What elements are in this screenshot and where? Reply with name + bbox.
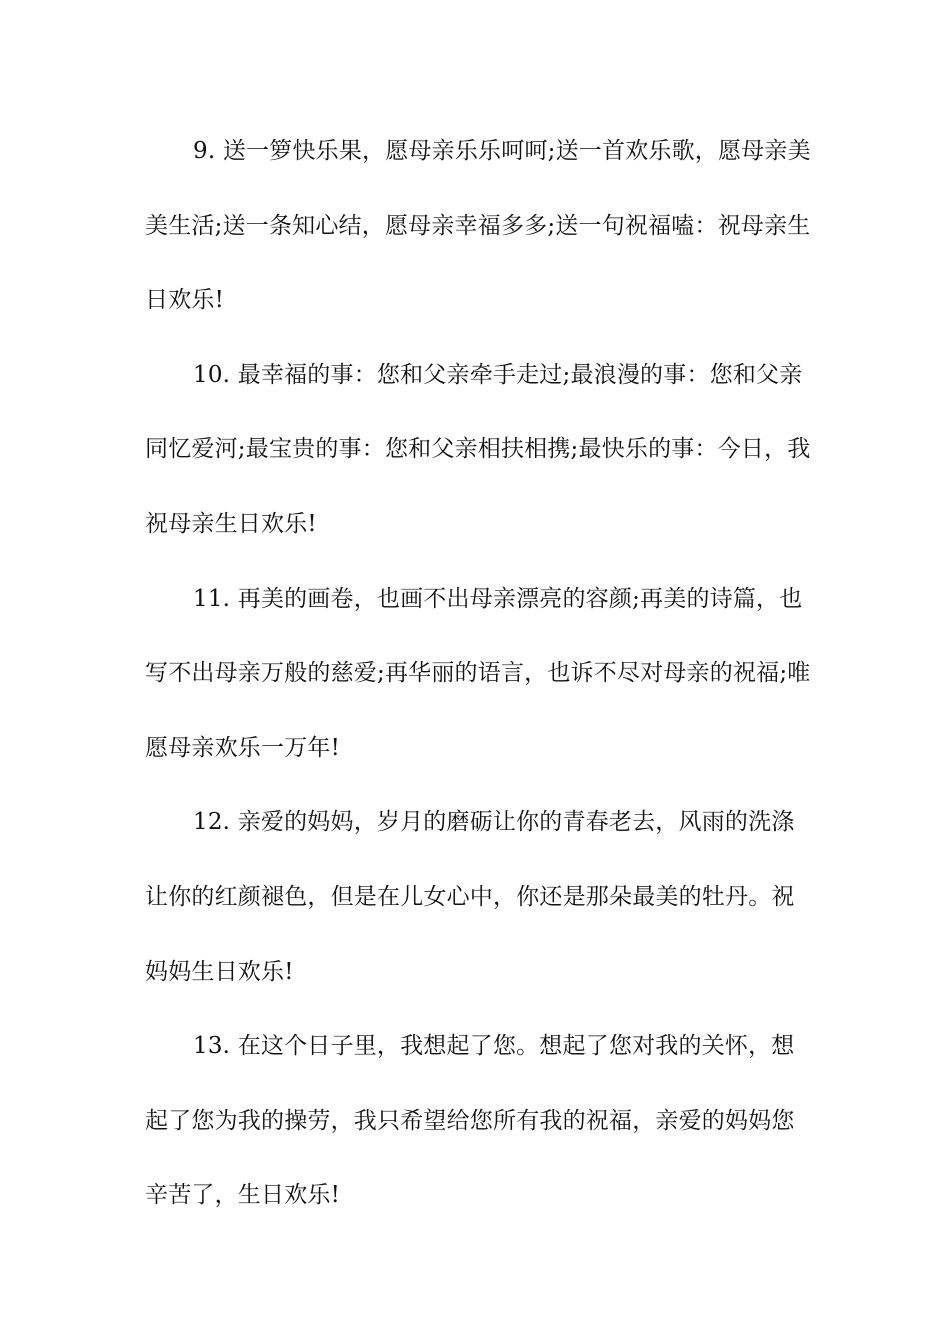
paragraph-12: 12. 亲爱的妈妈，岁月的磨砺让你的青春老去，风雨的洗涤让你的红颜褪色，但是在儿女心中，你还是那朵最美的牡丹。祝妈妈生日欢乐! [145, 809, 795, 985]
document-body [145, 114, 815, 1233]
paragraph-11: 11. 再美的画卷，也画不出母亲漂亮的容颜;再美的诗篇，也写不出母亲万般的慈爱;再华丽的语言，也诉不尽对母亲的祝福;唯愿母亲欢乐一万年! [145, 585, 811, 761]
paragraph-9: 9. 送一箩快乐果，愿母亲乐乐呵呵;送一首欢乐歌，愿母亲美美生活;送一条知心结，愿母亲幸福多多;送一句祝福嗑：祝母亲生日欢乐! [145, 138, 811, 314]
paragraph-10: 10. 最幸福的事：您和父亲牵手走过;最浪漫的事：您和父亲同忆爱河;最宝贵的事：您和父亲相扶相携;最快乐的事：今日，我祝母亲生日欢乐! [145, 361, 811, 537]
paragraph-13: 13. 在这个日子里，我想起了您。想起了您对我的关怀，想起了您为我的操劳，我只希望给您所有我的祝福，亲爱的妈妈您辛苦了，生日欢乐! [145, 1033, 795, 1209]
